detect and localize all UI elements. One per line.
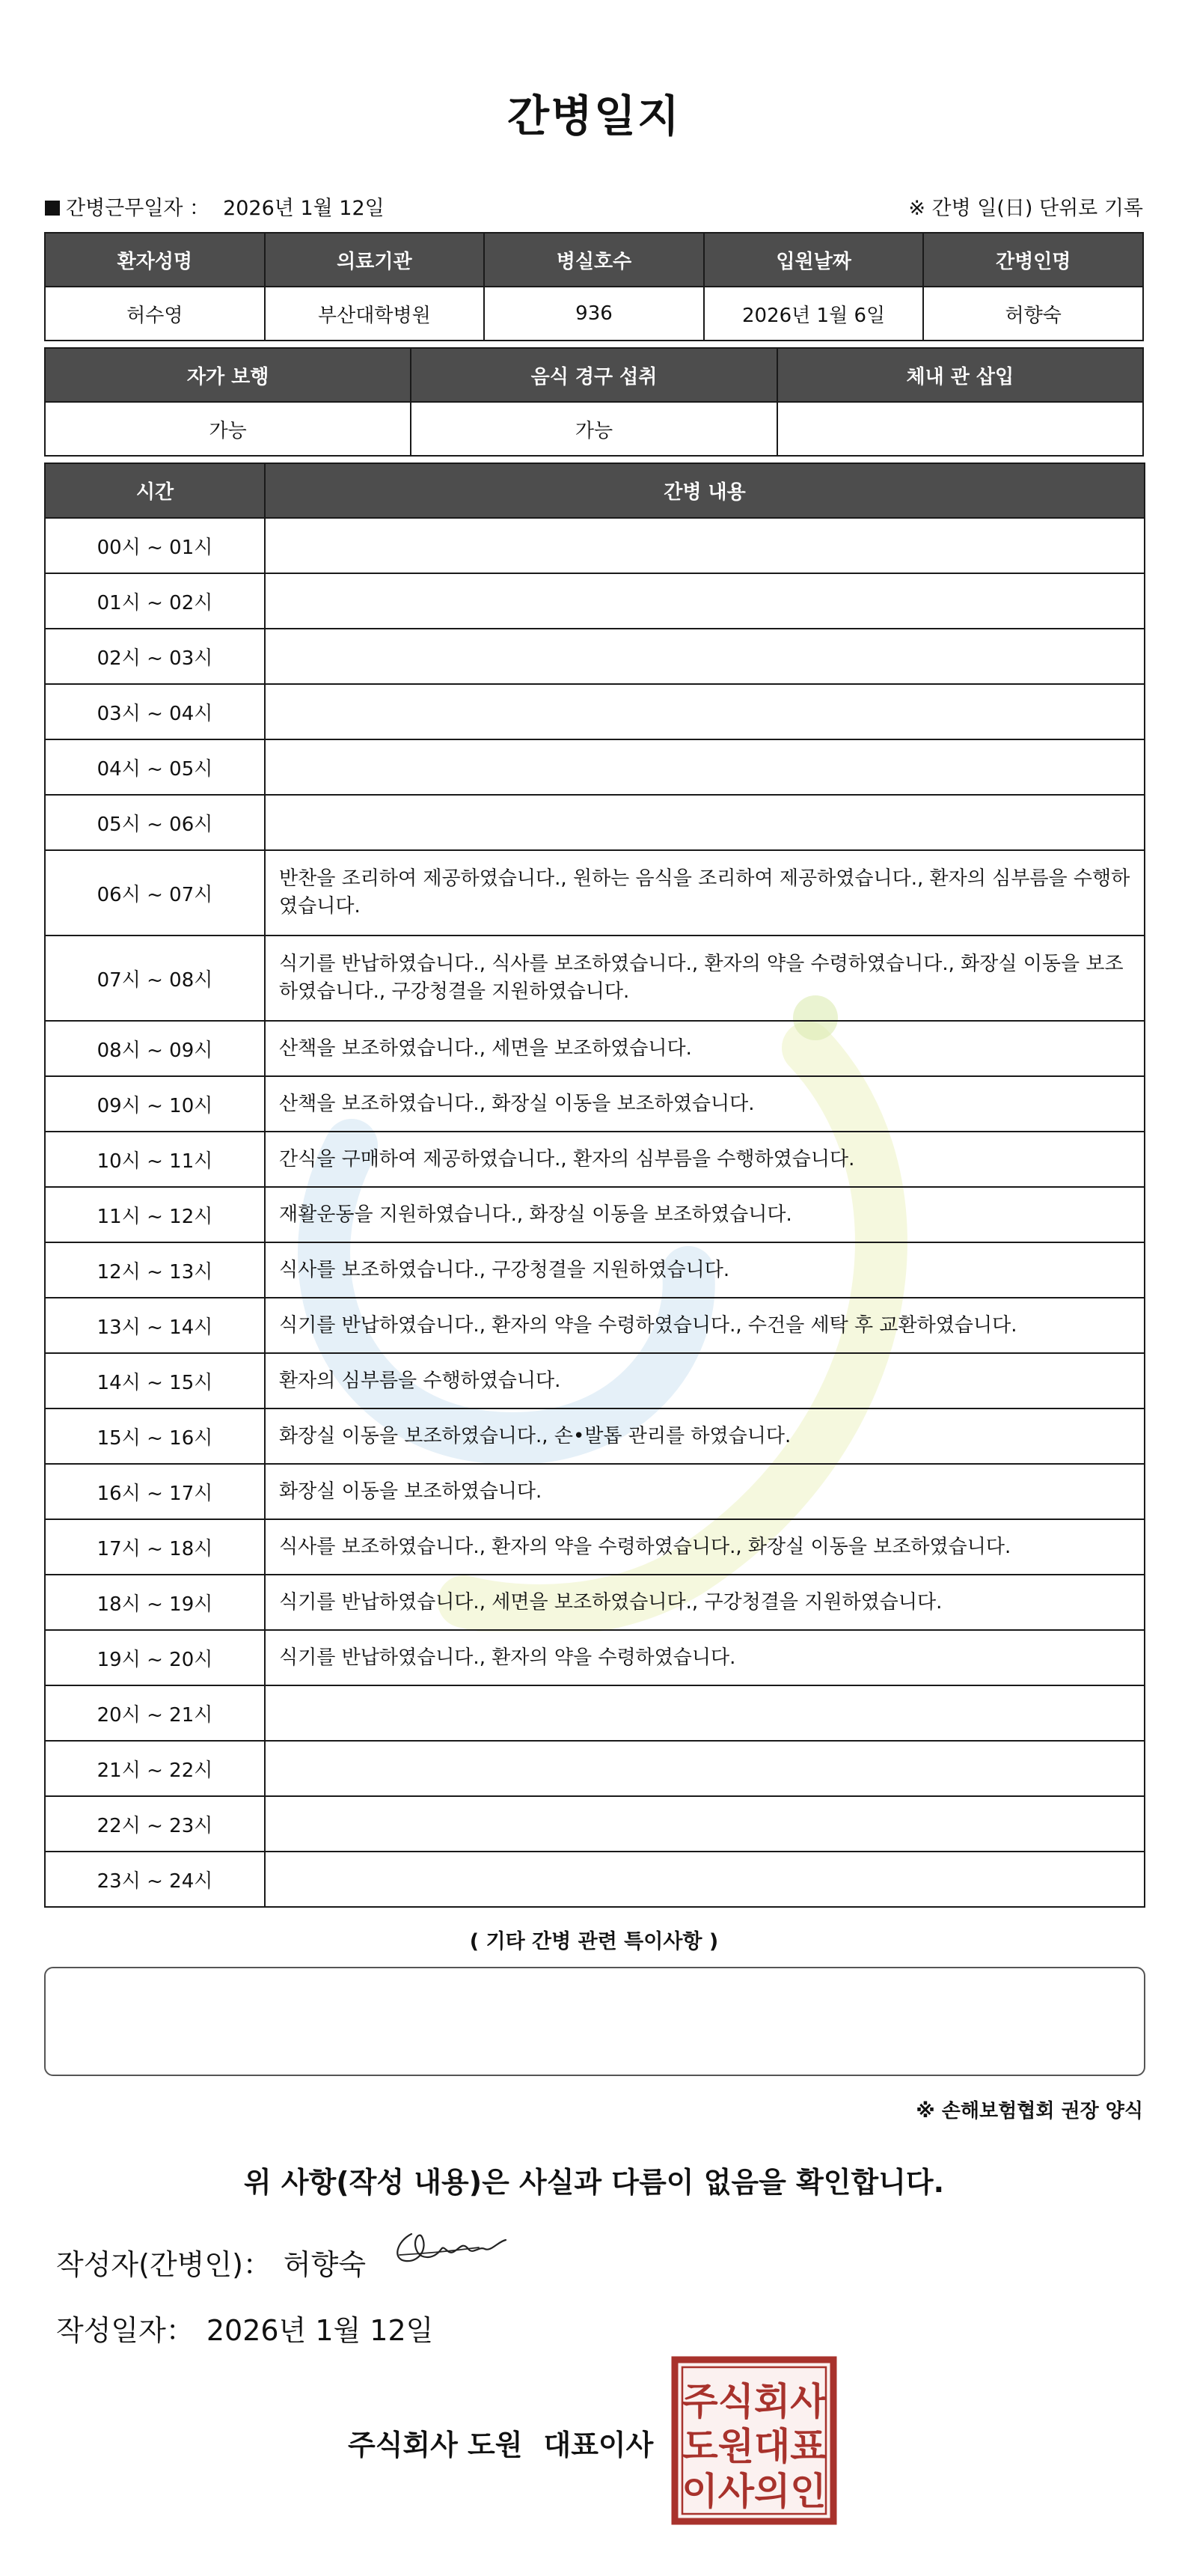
header-time: 시간 [45,463,265,518]
header-oral-intake: 음식 경구 섭취 [411,348,777,402]
company-seal-stamp [671,2356,837,2525]
time-slot: 17시 ~ 18시 [45,1519,265,1575]
signature-image [389,2226,516,2271]
care-content [265,629,1145,684]
time-slot: 15시 ~ 16시 [45,1408,265,1464]
table-row [45,1242,1145,1298]
time-slot: 18시 ~ 19시 [45,1575,265,1630]
time-slot: 23시 ~ 24시 [45,1852,265,1907]
care-content [265,518,1145,573]
care-content [265,739,1145,795]
care-content: 산책을 보조하였습니다., 세면을 보조하였습니다. [265,1021,1145,1076]
table-row [45,1021,1145,1076]
hospital: 부산대학병원 [265,287,485,341]
table-row [45,1741,1145,1796]
table-row [45,684,1145,739]
table-row [45,850,1145,936]
header-hospital: 의료기관 [265,233,485,287]
care-content: 환자의 심부름을 수행하였습니다. [265,1353,1145,1408]
time-slot: 05시 ~ 06시 [45,795,265,850]
care-content [265,1796,1145,1852]
time-slot: 16시 ~ 17시 [45,1464,265,1519]
room-number: 936 [484,287,704,341]
time-slot: 03시 ~ 04시 [45,684,265,739]
header-room-number: 병실호수 [484,233,704,287]
work-date-label: 간병근무일자 ： [66,197,210,220]
care-content: 간식을 구매하여 제공하였습니다., 환자의 심부름을 수행하였습니다. [265,1132,1145,1187]
care-content: 식기를 반납하였습니다., 세면을 보조하였습니다., 구강청결을 지원하였습니다. [265,1575,1145,1630]
writer-name: 허향숙 [283,2248,367,2281]
patient-name: 허수영 [45,287,265,341]
care-content: 식기를 반납하였습니다., 환자의 약을 수령하였습니다., 수건을 세탁 후 교환하였습니다. [265,1298,1145,1353]
table-row [45,1353,1145,1408]
special-notes-box [44,1967,1145,2076]
table-row [45,1298,1145,1353]
time-slot: 22시 ~ 23시 [45,1796,265,1852]
time-slot: 04시 ~ 05시 [45,739,265,795]
care-content: 산책을 보조하였습니다., 화장실 이동을 보조하였습니다. [265,1076,1145,1132]
ability-table [44,347,1144,457]
table-row [45,795,1145,850]
table-row [45,1187,1145,1242]
patient-info-table [44,232,1144,341]
tube-insertion-value [777,402,1143,456]
header-care-content: 간병 내용 [265,463,1145,518]
seal-line-3: 이사의인 [682,2470,827,2513]
table-row [45,739,1145,795]
work-date-value: 2026년 1월 12일 [223,197,385,220]
time-slot: 19시 ~ 20시 [45,1630,265,1685]
time-slot: 00시 ~ 01시 [45,518,265,573]
write-date-value: 2026년 1월 12일 [206,2314,434,2347]
time-slot: 20시 ~ 21시 [45,1685,265,1741]
table-row [45,1630,1145,1685]
care-content: 화장실 이동을 보조하였습니다., 손•발톱 관리를 하였습니다. [265,1408,1145,1464]
table-row [45,518,1145,573]
writer-row [56,2241,366,2283]
time-slot: 06시 ~ 07시 [45,850,265,936]
company-name: 주식회사 도원 [348,2429,523,2461]
time-slot: 09시 ~ 10시 [45,1076,265,1132]
table-row [45,1685,1145,1741]
table-row [45,1519,1145,1575]
special-notes-title: ( 기타 간병 관련 특이사항 ) [469,1930,719,1953]
time-slot: 02시 ~ 03시 [45,629,265,684]
care-content [265,1741,1145,1796]
recommend-note: ※ 손해보험협회 권장 양식 [916,2100,1143,2122]
square-bullet-icon [45,201,60,216]
care-content: 식기를 반납하였습니다., 환자의 약을 수령하였습니다. [265,1630,1145,1685]
time-slot: 12시 ~ 13시 [45,1242,265,1298]
writer-label: 작성자(간병인)： [56,2248,272,2281]
care-content: 식사를 보조하였습니다., 구강청결을 지원하였습니다. [265,1242,1145,1298]
care-content: 식사를 보조하였습니다., 환자의 약을 수령하였습니다., 화장실 이동을 보조하였습니다. [265,1519,1145,1575]
care-content [265,1685,1145,1741]
oral-intake-value: 가능 [411,402,777,456]
company-title: 대표이사 [543,2429,654,2461]
care-content [265,795,1145,850]
self-walking-value: 가능 [45,402,411,456]
seal-line-2: 도원대표 [682,2425,827,2468]
table-row [45,573,1145,629]
table-row [45,1408,1145,1464]
care-content: 반찬을 조리하여 제공하였습니다., 원하는 음식을 조리하여 제공하였습니다., 환자의 심부름을 수행하였습니다. [265,850,1145,936]
time-slot: 13시 ~ 14시 [45,1298,265,1353]
caregiver-name: 허향숙 [923,287,1143,341]
seal-line-1: 주식회사 [682,2380,827,2423]
time-slot: 08시 ~ 09시 [45,1021,265,1076]
table-row [45,1852,1145,1907]
header-admission-date: 입원날짜 [704,233,924,287]
page-title: 간병일지 [506,91,682,141]
admission-date: 2026년 1월 6일 [704,287,924,341]
time-slot: 14시 ~ 15시 [45,1353,265,1408]
table-row [45,1464,1145,1519]
header-tube-insertion: 체내 관 삽입 [777,348,1143,402]
care-content [265,684,1145,739]
write-date-row [56,2307,433,2348]
care-content: 화장실 이동을 보조하였습니다. [265,1464,1145,1519]
time-slot: 11시 ~ 12시 [45,1187,265,1242]
care-content: 식기를 반납하였습니다., 식사를 보조하였습니다., 환자의 약을 수령하였습니다., 화장실 이동을 보조하였습니다., 구강청결을 지원하였습니다. [265,936,1145,1021]
header-patient-name: 환자성명 [45,233,265,287]
table-row [45,629,1145,684]
header-caregiver-name: 간병인명 [923,233,1143,287]
header-self-walking: 자가 보행 [45,348,411,402]
care-content: 재활운동을 지원하였습니다., 화장실 이동을 보조하였습니다. [265,1187,1145,1242]
record-unit-note: ※ 간병 일(日) 단위로 기록 [908,197,1143,220]
write-date-label: 작성일자： [56,2314,195,2347]
table-row [45,1076,1145,1132]
table-row [45,1575,1145,1630]
company-signature-line [348,2422,653,2463]
time-slot: 21시 ~ 22시 [45,1741,265,1796]
time-slot: 10시 ~ 11시 [45,1132,265,1187]
time-slot: 01시 ~ 02시 [45,573,265,629]
confirmation-statement: 위 사항(작성 내용)은 사실과 다름이 없음을 확인합니다. [243,2166,945,2199]
table-row [45,1796,1145,1852]
care-log-table [44,463,1145,1908]
time-slot: 07시 ~ 08시 [45,936,265,1021]
care-content [265,573,1145,629]
work-date-row [45,192,385,221]
care-content [265,1852,1145,1907]
table-row [45,936,1145,1021]
table-row [45,1132,1145,1187]
